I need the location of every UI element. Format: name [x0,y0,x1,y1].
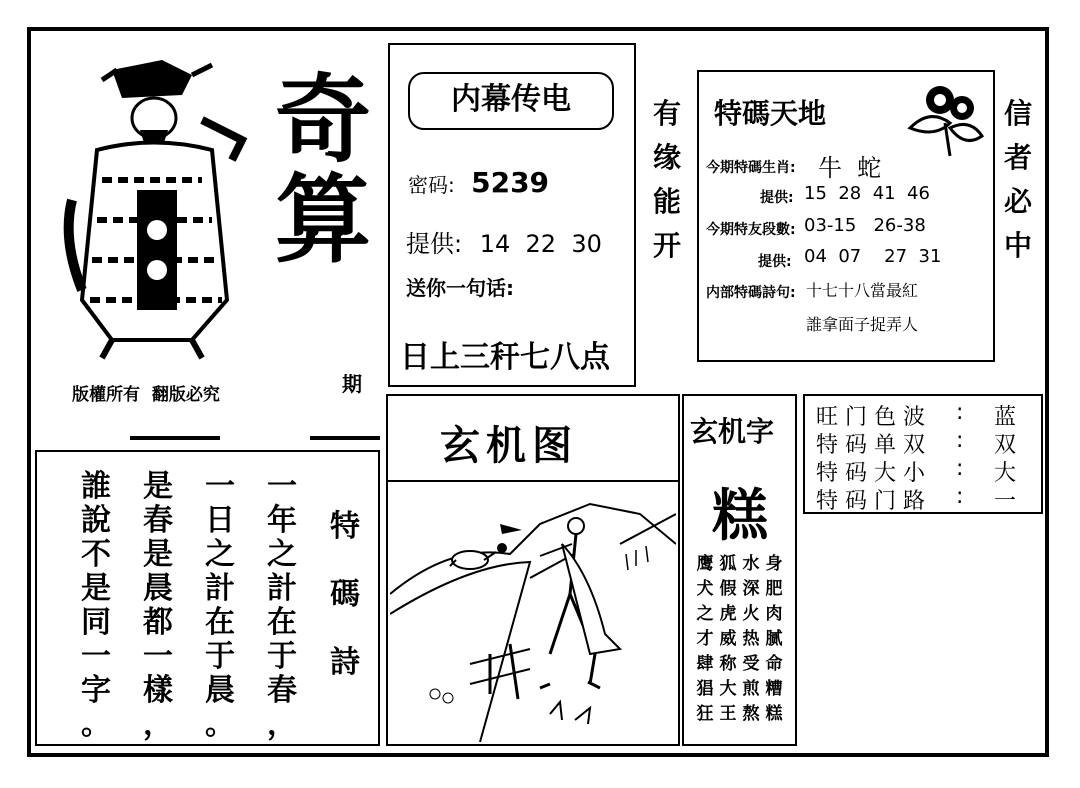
riddle-char: 肉 [765,604,783,624]
provide2-label: 提供: [758,254,792,270]
poem-column-3 [138,469,178,742]
phrase-label: 送你一句话: [406,276,514,300]
riddle-char: 之 [696,604,714,624]
riddle-char: 熬 [742,704,760,724]
password-row [408,166,549,199]
poem-char: 誰 [81,469,111,504]
poem-line2: 誰拿面子捉弄人 [806,315,919,334]
believer-char: 必 [1003,185,1032,218]
password-label: 密码: [408,173,455,197]
info-row [816,400,1036,431]
poem-char: 一 [267,469,297,504]
riddle-char: 水 [742,554,760,574]
provide2-value: 04 07 27 31 [804,246,942,267]
poem-char: 于 [267,639,297,674]
believer-char: 者 [1003,141,1032,174]
poem-column-4 [76,469,116,742]
copyright: 版權所有 翻版必究 [72,385,220,405]
xuanji-title-divider [386,480,680,482]
info-sep: : [956,456,964,481]
special-title: 特碼天地 [714,97,827,130]
poem-char: 是 [143,537,173,572]
lucky-char: 能 [652,185,681,218]
riddle-char: 狐 [719,554,737,574]
info-label: 特 码 单 双 [816,433,925,458]
poem-char: 于 [205,639,235,674]
zodiac-value: 牛 蛇 [818,154,882,182]
poem-title-char: 詩 [330,645,360,680]
riddle-char: 肆 [696,654,714,674]
info-value: 双 [994,433,1017,458]
poem-char: 字 [81,673,111,708]
poem-char: 晨 [143,571,173,606]
poem-char: 都 [143,605,173,640]
poem-char: 計 [205,571,235,606]
provide-label: 提供: [406,230,463,258]
riddle-char: 狂 [696,704,714,724]
riddle-char: 威 [719,629,737,649]
divider [130,436,220,440]
xuanji-zi-title: 玄机字 [690,415,775,448]
poem-column-2 [200,469,240,742]
xuanji-illustration [390,484,676,742]
riddle-char: 犬 [696,579,714,599]
info-value: 一 [994,489,1017,514]
riddle-char: 腻 [765,629,783,649]
info-value: 大 [994,461,1017,486]
issue-suffix: 期 [342,372,362,396]
insider-title-text: 内幕传电 [451,82,571,117]
provide1-label: 提供: [760,190,794,206]
info-row [816,456,1036,487]
poem-char: 之 [267,537,297,572]
flower-icon [900,78,986,158]
poem-char: 一 [81,639,111,674]
poem-char: 年 [267,503,297,538]
poem-char: 。 [205,707,235,742]
poem-char: 之 [205,537,235,572]
believer-char: 中 [1003,229,1032,262]
poem-char: 晨 [205,673,235,708]
riddle-char: 肥 [765,579,783,599]
xuanji-title: 玄机图 [440,423,578,469]
riddle-char: 大 [719,679,737,699]
poem-char: 一 [205,469,235,504]
provide-row [406,224,602,259]
riddle-char: 假 [719,579,737,599]
lucky-vertical [648,97,686,262]
lucky-char: 有 [652,97,681,130]
poem-char: 計 [267,571,297,606]
poem-char: 同 [81,605,111,640]
xuanji-zi-column [763,556,785,723]
info-sep: : [956,484,964,509]
believer-char: 信 [1003,97,1032,130]
xuanji-zi-column [740,556,762,723]
riddle-char: 虎 [719,604,737,624]
riddle-char: 热 [742,629,760,649]
believer-vertical [998,97,1038,262]
poem-char: 在 [205,605,235,640]
title-char: 奇 [275,64,371,176]
xuanji-zi-char: 糕 [712,484,768,549]
segment-label: 今期特友段數: [706,222,796,238]
poem-char: 。 [81,707,111,742]
poem-column-1 [262,469,302,742]
provide-value: 14 22 30 [479,230,602,258]
title-vertical [268,64,378,276]
poem-char: 是 [143,469,173,504]
info-row [816,484,1036,515]
riddle-char: 糕 [765,704,783,724]
poem-title [325,509,365,680]
riddle-char: 王 [719,704,737,724]
info-label: 特 码 门 路 [816,489,925,514]
riddle-char: 鹰 [696,554,714,574]
poem-char: ， [143,707,173,742]
divider [310,436,380,440]
info-sep: : [956,428,964,453]
info-row [816,428,1036,459]
info-label: 旺 门 色 波 [816,405,925,430]
riddle-char: 糟 [765,679,783,699]
deity-illustration [42,40,252,360]
info-label: 特 码 大 小 [816,461,925,486]
insider-title [408,72,614,130]
poem-char: 不 [81,537,111,572]
riddle-char: 身 [765,554,783,574]
poem-char: 樣 [143,673,173,708]
poem-char: ， [267,707,297,742]
phrase: 日上三秆七八点 [400,340,610,375]
poem-char: 春 [143,503,173,538]
riddle-char: 深 [742,579,760,599]
lucky-char: 开 [652,229,681,262]
poem-char: 是 [81,571,111,606]
provide1-value: 15 28 41 46 [804,183,930,204]
zodiac-label: 今期特碼生肖: [706,160,796,176]
poem-char: 說 [81,503,111,538]
poem-char: 日 [205,503,235,538]
riddle-char: 猖 [696,679,714,699]
poem-line1: 十七十八當最紅 [806,281,919,300]
poem-char: 春 [267,673,297,708]
password-value: 5239 [471,166,550,199]
info-sep: : [956,400,964,425]
poem-char: 在 [267,605,297,640]
poem-label: 内部特碼詩句: [706,285,796,301]
xuanji-zi-column [694,556,716,723]
riddle-char: 煎 [742,679,760,699]
lucky-char: 缘 [652,141,681,174]
poem-title-char: 特 [330,509,360,544]
title-char: 算 [275,164,371,276]
riddle-char: 命 [765,654,783,674]
riddle-char: 火 [742,604,760,624]
poem-char: 一 [143,639,173,674]
info-value: 蓝 [994,405,1017,430]
riddle-char: 才 [696,629,714,649]
riddle-char: 称 [719,654,737,674]
poem-title-char: 碼 [330,577,360,612]
segment-value: 03-15 26-38 [804,215,926,236]
riddle-char: 受 [742,654,760,674]
xuanji-zi-column [717,556,739,723]
